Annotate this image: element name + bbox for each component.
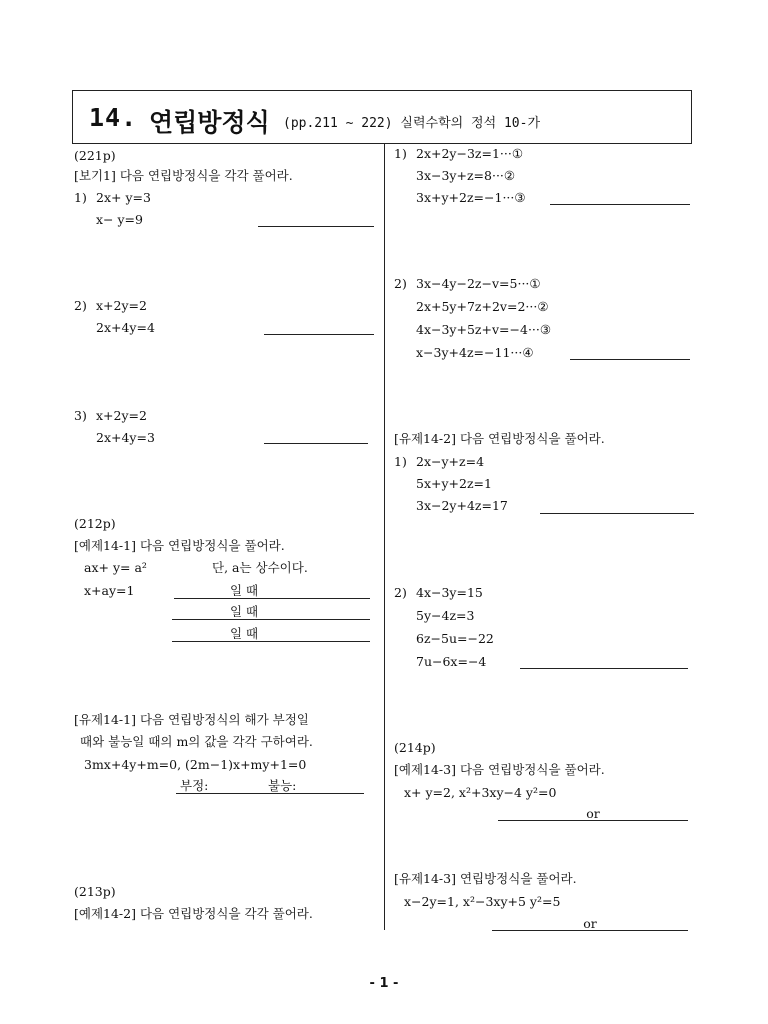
exercise-14-1-answer-line: [176, 793, 364, 794]
example-14-2-1-eq1: 2x+2y−3z=1···①: [416, 146, 524, 161]
example-14-1-case-3: 일 때: [229, 626, 259, 641]
bogi-3-eq2: 2x+4y=3: [96, 430, 155, 445]
exercise-14-3-or: or: [583, 916, 597, 931]
example-14-3-answer-line: [498, 820, 688, 821]
exercise-14-2-1-answer-line: [540, 513, 694, 514]
example-14-2-2-eq3: 4x−3y+5z+v=−4···③: [416, 322, 552, 337]
page-ref-212: (212p): [74, 516, 116, 531]
exercise-14-2-2-number: 2): [394, 585, 407, 600]
example-14-2-1-eq2: 3x−3y+z=8···②: [416, 168, 516, 183]
chapter-subtitle: (pp.211 ~ 222) 실력수학의 정석 10-가: [283, 116, 540, 131]
bogi-1-eq1: 2x+ y=3: [96, 190, 151, 205]
exercise-14-2-2-eq3: 6z−5u=−22: [416, 631, 494, 646]
bogi-3-number: 3): [74, 408, 87, 423]
exercise-14-2-1-eq2: 5x+y+2z=1: [416, 476, 492, 491]
exercise-14-1-line2: 때와 불능일 때의 m의 값을 각각 구하여라.: [80, 734, 313, 749]
bogi-2-eq1: x+2y=2: [96, 298, 147, 313]
bogi-3-eq1: x+2y=2: [96, 408, 147, 423]
example-14-1-line-3: [172, 641, 370, 642]
example-14-1-eq1: ax+ y= a²: [84, 560, 147, 575]
example-14-1-case-1: 일 때: [229, 583, 259, 598]
example-14-2-1-eq3: 3x+y+2z=−1···③: [416, 190, 526, 205]
bogi-1-answer-line: [258, 226, 374, 227]
page-ref-213: (213p): [74, 884, 116, 899]
exercise-14-2-2-eq4: 7u−6x=−4: [416, 654, 487, 669]
exercise-14-2-1-eq1: 2x−y+z=4: [416, 454, 485, 469]
bogi-3-answer-line: [264, 443, 368, 444]
chapter-title: 연립방정식: [149, 108, 270, 137]
page-ref-221: (221p): [74, 148, 116, 163]
example-14-2-2-eq2: 2x+5y+7z+2v=2···②: [416, 299, 549, 314]
example-14-1-note: 단, a는 상수이다.: [212, 560, 308, 575]
exercise-14-1-line1: [유제14-1] 다음 연립방정식의 해가 부정일: [74, 712, 309, 727]
example-14-1-case-2: 일 때: [229, 604, 259, 619]
exercise-14-2-title: [유제14-2] 다음 연립방정식을 풀어라.: [394, 431, 605, 446]
bogi-title: [보기1] 다음 연립방정식을 각각 풀어라.: [74, 168, 293, 183]
page-ref-214: (214p): [394, 740, 436, 755]
example-14-3-or: or: [586, 806, 600, 821]
page-number: - 1 -: [369, 976, 399, 991]
example-14-3-eq: x+ y=2, x²+3xy−4 y²=0: [404, 785, 557, 800]
example-14-2-2-answer-line: [570, 359, 690, 360]
exercise-14-2-2-eq1: 4x−3y=15: [416, 585, 483, 600]
bogi-2-eq2: 2x+4y=4: [96, 320, 155, 335]
exercise-14-1-impossible: 불능:: [268, 778, 297, 793]
bogi-1-eq2: x− y=9: [96, 212, 143, 227]
title-box: [72, 90, 692, 144]
example-14-1-line-2: [172, 619, 370, 620]
exercise-14-2-1-eq3: 3x−2y+4z=17: [416, 498, 508, 513]
exercise-14-2-2-eq2: 5y−4z=3: [416, 608, 475, 623]
column-divider: [384, 144, 385, 930]
example-14-2-1-answer-line: [550, 204, 690, 205]
bogi-1-number: 1): [74, 190, 87, 205]
example-14-2-2-eq4: x−3y+4z=−11···④: [416, 345, 534, 360]
exercise-14-3-title: [유제14-3] 연립방정식을 풀어라.: [394, 871, 577, 886]
exercise-14-1-eq: 3mx+4y+m=0, (2m−1)x+my+1=0: [84, 757, 307, 772]
bogi-2-answer-line: [264, 334, 374, 335]
exercise-14-2-2-answer-line: [520, 668, 688, 669]
exercise-14-3-answer-line: [492, 930, 688, 931]
example-14-3-title: [예제14-3] 다음 연립방정식을 풀어라.: [394, 762, 605, 777]
chapter-number: 14.: [89, 103, 138, 132]
exercise-14-2-1-number: 1): [394, 454, 407, 469]
exercise-14-1-indeterminate: 부정:: [180, 778, 209, 793]
example-14-2-1-number: 1): [394, 146, 407, 161]
example-14-1-eq2: x+ay=1: [84, 583, 135, 598]
exercise-14-3-eq: x−2y=1, x²−3xy+5 y²=5: [404, 894, 561, 909]
example-14-1-line-1: [174, 598, 370, 599]
bogi-2-number: 2): [74, 298, 87, 313]
example-14-2-2-eq1: 3x−4y−2z−v=5···①: [416, 276, 541, 291]
example-14-2-title: [예제14-2] 다음 연립방정식을 각각 풀어라.: [74, 906, 313, 921]
example-14-1-title: [예제14-1] 다음 연립방정식을 풀어라.: [74, 538, 285, 553]
example-14-2-2-number: 2): [394, 276, 407, 291]
